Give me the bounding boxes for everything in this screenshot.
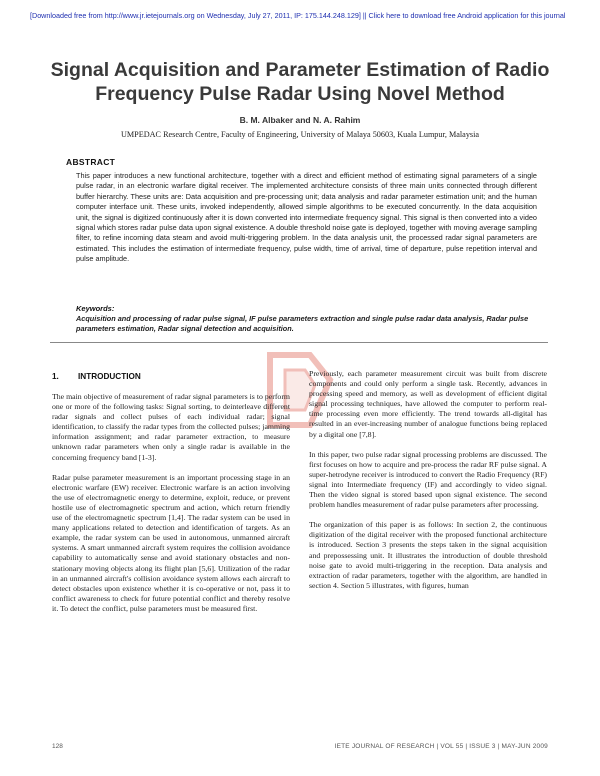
authors: B. M. Albaker and N. A. Rahim (239, 115, 361, 125)
journal-footer: IETE JOURNAL OF RESEARCH | VOL 55 | ISSUE 3 | MAY-JUN 2009 (334, 743, 548, 750)
page-number: 128 (52, 743, 63, 750)
paragraph: In this paper, two pulse radar signal processing problems are discussed. The first focuses on how to acquire and pre-process the radar RF pulse signal. A super-hetrodyne receiver is introduced to convert the Radio Frequency (RF) signal into Intermediate frequency (IF) and accordingly to video signal. Then the video signal is stored based upon signal existence. The second problem handles measurement of radar pulse parameters after processing. (309, 449, 547, 510)
affiliation: UMPEDAC Research Centre, Faculty of Engineering, University of Malaya 50603, Kuala Lumpur, Malaysia (120, 130, 480, 139)
right-column (309, 369, 547, 601)
left-column (52, 392, 290, 624)
section-heading-introduction (52, 372, 141, 381)
paragraph: Previously, each parameter measurement circuit was built from discrete components and could only perform a single task. Recently, advances in processing speed and memory, as well as development of efficient digital signal processing techniques, have allowed the computer to perform real-time processing even more efficiently. The trend towards all-digital has resulted in an ever-increasing number of analogue functions being replaced by a digital one [7,8]. (309, 369, 547, 439)
abstract-text: This paper introduces a new functional architecture, together with a direct and efficient method of estimating signal parameters of a single pulse radar, in an electronic warfare digital receiver. The implemented architecture consists of three main units connected through different buffer hierarchy. These units are: Data acquisition and pre-processing unit; data analysis and radar parameter estimation unit; and the human computer interface unit. These units, invoked independently, allowed simple algorithms to be executed concurrently. In the data acquisition unit, the signal is digitized continuously after it is down converted into intermediate frequency signal. This signal is then converted into a video signal which stores radar pulse data upon signal existence. A double threshold noise gate is deployed, together with moving average sampling filter, to refine incoming data steam and avoid multi-triggering problem. In the data analysis unit, the processed radar signal parameters are estimated. This includes the estimation of intermediate frequency, pulse width, time of arrival, time of departure, pulse repetition interval and pulse amplitude. (76, 171, 537, 264)
paper-title: Signal Acquisition and Parameter Estimation of Radio Frequency Pulse Radar Using Novel Method (50, 59, 550, 105)
paragraph: The organization of this paper is as follows: In section 2, the continuous digitization of the digital receiver with the proposed functional architecture is introduced. Section 3 presents the steps taken in the signal acquisition and prepossessing unit. It illustrates the introduction of double threshold noise gate to avoid multi-triggering in the reception. Data analysis and extraction of radar parameters, together with the algorithm, are handled in section 4. Section 5 illustrates, with figures, human (309, 520, 547, 590)
section-title: INTRODUCTION (78, 372, 141, 381)
paragraph: Radar pulse parameter measurement is an important processing stage in an electronic warfare (EW) receiver. Electronic warfare is an action involving the use of electromagnetic energy to determine, exploit, reduce, or prevent hostile use of electromagnetic spectrum and action, which return friendly use of the electromagnetic spectrum [1,4]. The radar system can be used in many applications related to detection and identification of targets. As an example, the radar system can be used in autonomous, unmanned aircraft systems. A smart unmanned aircraft system requires the collision avoidance capability to automatically sense and avoid stationary obstacles and non-stationary moving objects along its flight plan [5,6]. Utilization of the radar in an unmanned aircraft's collision avoidance system allows each aircraft to detect obstacles upon existence whether it is co-operative or not, pass it to conflict awareness to check for future potential conflict and thereby resolve it. To detect the conflict, pulse parameters must be measured first. (52, 472, 290, 613)
keywords-text: Acquisition and processing of radar pulse signal, IF pulse parameters extraction and single pulse radar data analysis, Radar pulse parameters estimation, Radar signal detection and acquisition. (76, 314, 529, 334)
abstract-heading: ABSTRACT (66, 157, 116, 167)
paragraph: The main objective of measurement of radar signal parameters is to perform one or more of the following tasks: Signal sorting, to deinterleave different radar signals and collect pulses of each individual radar; signal identification, to classify the radar types from the collected pulses; jamming information assignment; and radar parameter extraction, to measure unknown radar parameters when only a single radar is available in the concerning frequency band [1-3]. (52, 392, 290, 462)
download-notice-link[interactable]: [Downloaded free from http://www.jr.ietejournals.org on Wednesday, July 27, 2011, IP: 175.144.248.129] || Click here to download free Android application for this journal (30, 11, 566, 20)
section-number: 1. (52, 372, 59, 381)
keywords-heading: Keywords: (76, 304, 115, 313)
